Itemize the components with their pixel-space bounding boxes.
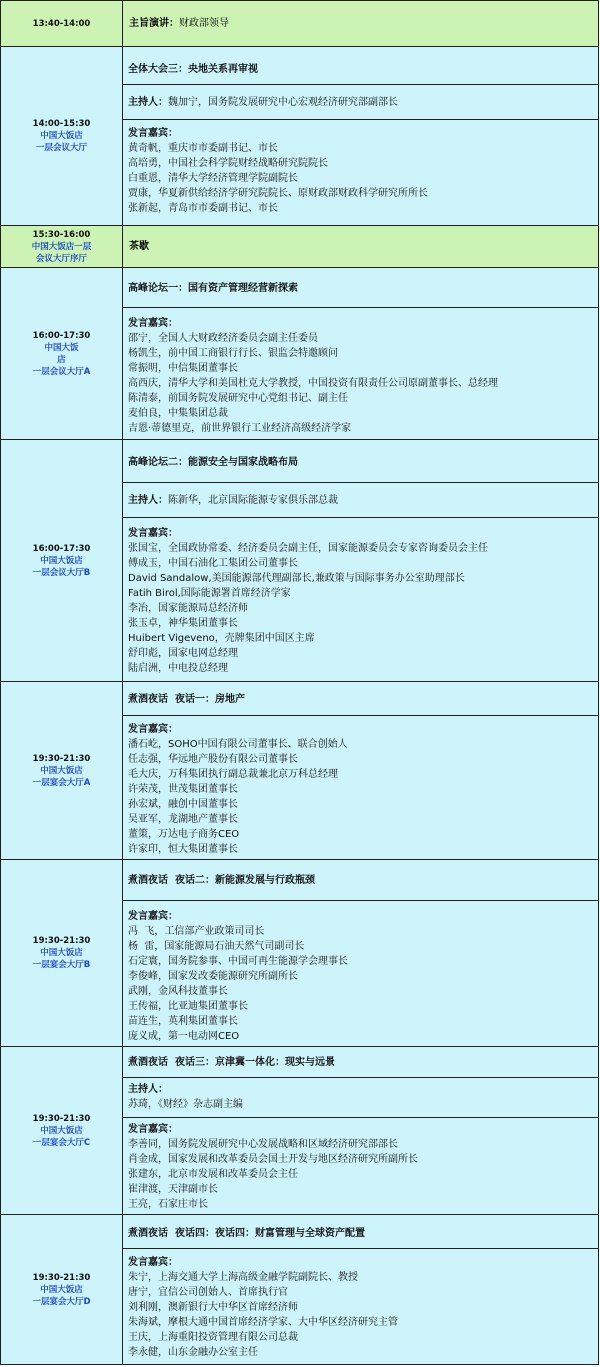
speakers-block: 发言嘉宾： 邵宁，全国人大财政经济委员会副主任委员 杨凯生，前中国工商银行行长、银监会特邀顾问 常振明，中信集团董事长 高西庆，清华大学和美国杜克大学教授，中国投资有限责任公司原副董事长、总经理 陈清泰，前国务院发展研究中心党组书记、副主任 麦伯良，中集集团总裁 吉恩·蒂德里克，前世界银行工业经济高级经济学家 [123,308,598,438]
speakers-block: 发言嘉宾： 张国宝，全国政协常委、经济委员会副主任，国家能源委员会专家咨询委员会主任 傅成玉，中国石油化工集团公司董事长 David Sandalow,美国能源部代理副部长,兼政策与国际事务办公室助理部长 Fatih Birol,国际能源署首席经济学家 李冶，国家能源局总经济师 张玉卓，神华集团董事长 Huibert Vigeveno，壳牌集团中国区主席 舒印彪，国家电网总经理 陆启洲，中电投总经理 [123,518,598,678]
speaker: 高西庆，清华大学和美国杜克大学教授，中国投资有限责任公司原副董事长、总经理 [128,377,498,389]
venue-line: 中国大饭店 [40,1284,83,1295]
speaker: David Sandalow,美国能源部代理副部长,兼政策与国际事务办公室助理部长 [128,573,465,584]
time-cell [1,860,123,1047]
content-cell [123,1215,599,1365]
content-cell [123,440,599,682]
content-cell [123,268,599,440]
venue-line: 中国大饭店 [40,1125,83,1136]
schedule-row [1,1047,599,1215]
schedule-row [1,860,599,1047]
speaker: Huibert Vigeveno，壳牌集团中国区主席 [128,633,315,644]
session-title: 高峰论坛一：国有资产管理经营新探索 [123,270,598,308]
speaker: 崔津渡，天津副市长 [128,1183,218,1195]
schedule-row [1,1,599,47]
venue-line: 一层会议大厅A [32,366,91,377]
speaker: 朱宁，上海交通大学上海高级金融学院副院长、教授 [128,1272,358,1283]
speaker: 毛大庆，万科集团执行副总裁兼北京万科总经理 [128,769,338,780]
schedule-row [1,682,599,860]
speakers-block: 发言嘉宾： 朱宁，上海交通大学上海高级金融学院副院长、教授 唐宁，宜信公司创始人、首席执行官 刘利刚，澳新银行大中华区首席经济师 朱海斌，摩根大通中国首席经济学家、大中华区经济研究主管 王庆，上海重阳投资管理有限公司总裁 李永健，山东金融办公室主任 [123,1249,598,1362]
schedule-row [1,1215,599,1365]
content-cell [123,1,599,47]
time-cell [1,682,123,860]
speakers-block: 发言嘉宾： 黄奇帆，重庆市市委副书记、市长 高培勇，中国社会科学院财经战略研究院院长 白重恩，清华大学经济管理学院副院长 贾康，华夏新供给经济学研究院院长、原财政部财政科学研究所所长 张新起，青岛市市委副书记、市长 [123,120,598,218]
time-cell [1,47,123,226]
speaker: 李俊峰，国家发改委能源研究所副所长 [128,970,298,982]
host-block: 主持人：陈新华，北京国际能源专家俱乐部总裁 [123,483,598,518]
time-range: 14:00-15:30 [32,119,91,129]
session-title: 煮酒夜话 夜话三：京津冀一体化：现实与远景 [123,1048,598,1078]
speakers-block: 发言嘉宾： 冯 飞，工信部产业政策司司长 杨 雷，国家能源局石油天然气司副司长 石定寰，国务院参事、中国可再生能源学会理事长 李俊峰，国家发改委能源研究所副所长 武刚，金风科技董事长 王传福，比亚迪集团董事长 苗连生，英利集团董事长 庞义成，第一电动网CEO [123,901,598,1046]
speaker: 高培勇，中国社会科学院财经战略研究院院长 [128,158,328,169]
session-title: 煮酒夜话 夜话一：房地产 [123,682,598,716]
venue-line: 中国大饭店 [40,131,83,141]
time-range: 19:30-21:30 [32,936,91,946]
speakers-block: 发言嘉宾： 潘石屹，SOHO中国有限公司董事长、联合创始人 任志强，华远地产股份有限公司董事长 毛大庆，万科集团执行副总裁兼北京万科总经理 许荣茂，世茂集团董事长 孙宏斌，融创中国董事长 吴亚军，龙湖地产董事长 董策，万达电子商务CEO 许家印，恒大集团董事长 [123,716,598,859]
speaker: 舒印彪，国家电网总经理 [128,648,238,659]
speaker: 许家印，恒大集团董事长 [128,844,238,855]
speaker: 冯 飞，工信部产业政策司司长 [128,925,265,937]
venue-line: 一层会议大厅B [32,567,91,578]
venue-line: 中国大饭店 [40,555,83,566]
speaker: 吴亚军，龙湖地产董事长 [128,814,238,825]
speaker: 武刚，金风科技董事长 [128,985,228,997]
time-range: 13:40-14:00 [32,18,91,29]
tea-break: 茶歇 [129,241,149,252]
speaker: 石定寰，国务院参事、中国可再生能源学会理事长 [128,955,348,967]
speaker: 王传福，比亚迪集团董事长 [128,1000,248,1012]
venue-line: 一层宴会大厅A [32,777,91,788]
speaker: 白重恩，清华大学经济管理学院副院长 [128,173,298,184]
venue-line: 一层宴会大厅C [32,1137,91,1148]
speaker: 陈清泰，前国务院发展研究中心党组书记、副主任 [128,392,348,404]
host-name: 苏琦，《财经》杂志副主编 [128,1098,243,1110]
keynote-label: 主旨演讲： [129,18,179,29]
content-cell [123,860,599,1047]
content-cell [123,226,599,268]
speaker: 贾康，华夏新供给经济学研究院院长、原财政部财政科学研究所所长 [128,188,428,199]
content-cell [123,1047,599,1215]
speaker: 孙宏斌，融创中国董事长 [128,799,238,810]
speaker: 庞义成，第一电动网CEO [128,1030,240,1042]
speaker: 肖金成，国家发展和改革委员会国土开发与地区经济研究所副所长 [128,1153,418,1165]
time-cell [1,268,123,440]
speakers-block: 发言嘉宾： 李善同，国务院发展研究中心发展战略和区域经济研究部部长 肖金成，国家发展和改革委员会国土开发与地区经济研究所副所长 张建东，北京市发展和改革委员会主任 崔津渡，天津副市长 王亮，石家庄市长 [123,1118,598,1214]
host-block: 主持人： 苏琦，《财经》杂志副主编 [123,1078,598,1118]
time-range: 19:30-21:30 [32,1272,91,1283]
time-cell [1,1047,123,1215]
venue-line: 中国大饭店 [40,948,83,958]
speaker: 苗连生，英利集团董事长 [128,1015,238,1027]
speaker: 任志强，华远地产股份有限公司董事长 [128,754,298,765]
speaker: 李永健，山东金融办公室主任 [128,1347,258,1358]
time-range: 19:30-21:30 [32,1113,91,1124]
speaker: 董策，万达电子商务CEO [128,829,240,840]
venue-line: 中国大饭店一层 [31,241,92,252]
venue-line: 店 [57,354,66,365]
venue-line: 中国大饭 [44,342,79,353]
speaker: 唐宁，宜信公司创始人、首席执行官 [128,1287,288,1298]
session-title: 高峰论坛二：能源安全与国家战略布局 [123,443,598,483]
host-name: 陈新华，北京国际能源专家俱乐部总裁 [168,495,338,506]
host-block: 主持人：魏加宁，国务院发展研究中心宏观经济研究部副部长 [123,85,598,120]
session-title: 煮酒夜话 夜话四：夜话四：财富管理与全球资产配置 [123,1217,598,1249]
time-range: 16:00-17:30 [32,330,91,341]
speaker: 李冶，国家能源局总经济师 [128,603,248,614]
session-title: 煮酒夜话 夜话二：新能源发展与行政瓶颈 [123,861,598,901]
speaker: 张玉卓，神华集团董事长 [128,618,238,629]
time-range: 16:00-17:30 [32,543,91,554]
speaker: 杨凯生，前中国工商银行行长、银监会特邀顾问 [128,347,338,359]
host-name: 魏加宁，国务院发展研究中心宏观经济研究部副部长 [168,97,398,108]
speaker: 邵宁，全国人大财政经济委员会副主任委员 [128,332,318,344]
venue-line: 一层宴会大厅B [32,960,91,970]
speaker: 刘利刚，澳新银行大中华区首席经济师 [128,1302,298,1313]
speaker: 许荣茂，世茂集团董事长 [128,784,238,795]
schedule-row [1,47,599,226]
time-range: 19:30-21:30 [32,753,91,764]
speaker: 麦伯良，中集集团总裁 [128,407,228,419]
speaker: 李善同，国务院发展研究中心发展战略和区域经济研究部部长 [128,1138,398,1150]
content-cell [123,682,599,860]
time-cell [1,440,123,682]
time-cell [1,1215,123,1365]
speaker: 张新起，青岛市市委副书记、市长 [128,203,278,214]
speaker: 王庆，上海重阳投资管理有限公司总裁 [128,1332,298,1343]
speaker: 杨 雷，国家能源局石油天然气司副司长 [128,940,305,952]
speaker: 傅成玉，中国石油化工集团公司董事长 [128,558,298,569]
venue-line: 一层宴会大厅D [32,1296,91,1307]
venue-line: 中国大饭店 [40,765,83,776]
schedule-row [1,440,599,682]
speaker: 潘石屹，SOHO中国有限公司董事长、联合创始人 [128,739,348,750]
speaker: 张国宝，全国政协常委、经济委员会副主任，国家能源委员会专家咨询委员会主任 [128,543,488,554]
venue-line: 一层会议大厅 [35,143,87,153]
venue-line: 会议大厅序厅 [35,253,87,264]
content-cell [123,47,599,226]
speaker: 陆启洲，中电投总经理 [128,663,228,674]
speaker: 黄奇帆，重庆市市委副书记、市长 [128,143,278,154]
speaker: 王亮，石家庄市长 [128,1198,208,1210]
speaker: 吉恩·蒂德里克，前世界银行工业经济高级经济学家 [128,422,352,434]
speaker: Fatih Birol,国际能源署首席经济学家 [128,588,291,599]
speaker: 常振明，中信集团董事长 [128,362,238,374]
schedule-row [1,226,599,268]
speaker: 张建东，北京市发展和改革委员会主任 [128,1168,298,1180]
session-title: 全体大会三：央地关系再审视 [123,54,598,85]
keynote-speaker: 财政部领导 [179,18,229,29]
time-cell [1,1,123,47]
time-range: 15:30-16:00 [32,229,91,240]
schedule-row [1,268,599,440]
speaker: 朱海斌，摩根大通中国首席经济学家、大中华区经济研究主管 [128,1317,398,1328]
time-cell [1,226,123,268]
